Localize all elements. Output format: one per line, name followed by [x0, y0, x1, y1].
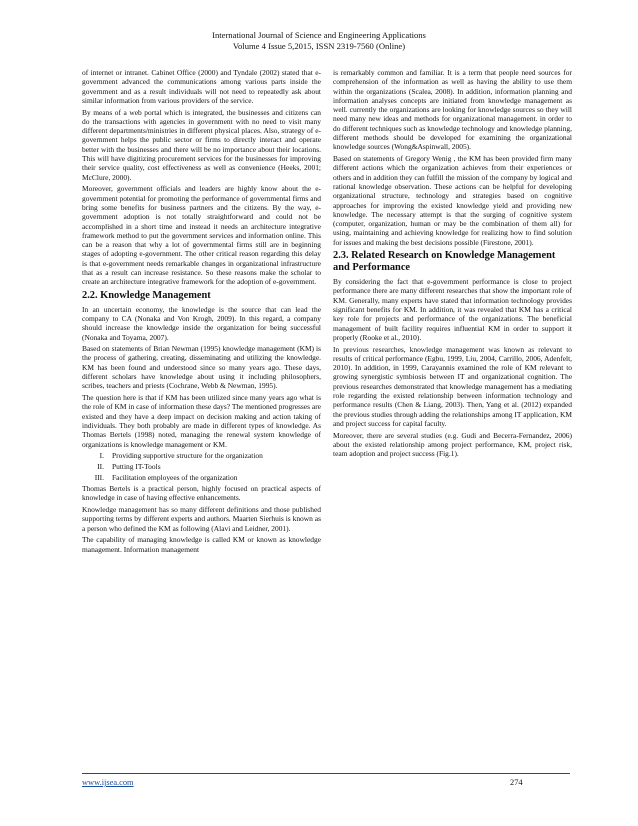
left-column: [82, 68, 321, 556]
paragraph: Based on statements of Brian Newman (1995) knowledge management (KM) is the process of gathering, creating, disseminating and utilizing the knowledge. KM has been found and understood since so many years ago. These days, different scholars have knowledge about using it including philosophers, scribes, teachers and priests (Cochrane, Webb & Newman, 1995).: [82, 344, 321, 391]
list-number: III.: [94, 472, 104, 482]
paragraph: is remarkably common and familiar. It is a term that people need sources for comprehension of the information as well as having the ability to use them within the organizations (Scalea, 2008). In addition, information planning and information analyses concepts are initiated from knowledge management as well. currently the organizations are looking for knowledge sources so they will need many new ideas and methods for organizational management. in order to do different techniques such as knowledge technology and knowledge planning, different methods should be developed for examining the organizational knowledge sources (Wong&Aspinwall, 2005).: [333, 68, 572, 152]
paragraph: Moreover, there are several studies (e.g. Gudi and Becerra-Fernandez, 2006) about the existed relationship among project performance, KM, project risk, team adoption and project success (Fig.1).: [333, 430, 572, 459]
paragraph: By considering the fact that e-government performance is close to project performance there are many different researches that show the important role of KM. Generally, many experts have stated that information technology provides significant benefits for KM. In addition, it was revealed that KM has a critical key role for projects and performance of the organizations. The beneficial management of built facility requires influential KM in order to support it properly (Rooke et al., 2010).: [333, 277, 572, 342]
list-text: Providing supportive structure for the organization: [112, 451, 263, 461]
list-item: [82, 473, 321, 482]
paragraph: The capability of managing knowledge is called KM or known as knowledge management. Information management: [82, 535, 321, 554]
journal-title: International Journal of Science and Engineering Applications: [212, 30, 426, 40]
paragraph: By means of a web portal which is integrated, the businesses and citizens can do the transactions with agencies in government with no need to visit many different departments/ministries in different physical places. Also, strategy of e-government helps the public sector or firms to directly interact and operate better with the businesses and there will be no importance about their locations. This will have digitizing procurement services for the businesses for improving their service quality, cost effectiveness as well as convenience (Heeks, 2001; McClure, 2000).: [82, 107, 321, 182]
page-number: 274: [510, 778, 523, 787]
footer-divider: [82, 773, 570, 774]
paragraph: In an uncertain economy, the knowledge is the source that can lead the company to CA (Nonaka and Von Krogh, 2009). In this regard, a company should increase the knowledge inside the organization for being successful (Nonaka and Toyama, 2007).: [82, 304, 321, 342]
paragraph: Moreover, government officials and leaders are highly know about the e-government potential for promoting the performance of governmental firms and bring some benefits for business partners and the citizens. By the way, e-government adoption is not totally straightforward and could not be accomplished in a short time and instead it needs an architecture integrative framework method to put the government services and information online. This can be a reason that why a lot of governmental firms still are in beginning stages of adopting e-government. The other critical reason regarding this delay is that e-government needs remarkable changes in organizational infrastructure that as a result can increase resistance. So these reasons make the scholar to create an architecture integrative framework for the adoption of e-government.: [82, 184, 321, 287]
right-column: [333, 68, 572, 461]
list-text: Putting IT-Tools: [112, 462, 161, 472]
list-text: Facilitation employees of the organization: [112, 472, 238, 482]
list-item: [82, 462, 321, 471]
paragraph: Based on statements of Gregory Wenig , the KM has been provided firm many different actions which the organization achieves from their experiences or others and in addition they can fulfill the mission of the company by logical and rational knowledge observation. These actions can be helpful for developing organizational structure, technology and strategies based on cognitive approaches for improving the existed knowledge yield and providing new knowledge. The necessary attempt is that the surging of cognitive system (computer, organization, human or may be the combination of them all) for using, maintaining and achieving knowledge for realizing how to find solution for issues and making the best decisions possible (Firestone, 2001).: [333, 154, 572, 247]
paragraph: Knowledge management has so many different definitions and those published supporting terms by different experts and authors. Maarten Sierhuis is known as a person who defined the KM as following (Alavi and Leidner, 2001).: [82, 505, 321, 533]
list-number: I.: [99, 451, 104, 461]
list-item: [82, 451, 321, 460]
journal-website-link[interactable]: www.ijsea.com: [82, 778, 134, 787]
roman-list: [82, 451, 321, 482]
paragraph: of internet or intranet. Cabinet Office (2000) and Tyndale (2002) stated that e-government advanced the communications among various parts inside the government and as a result individuals will not need to repeatedly ask about similar information from various providers of the service.: [82, 68, 321, 105]
paragraph: Thomas Bertels is a practical person, highly focused on practical aspects of knowledge in case of having effective enhancements.: [82, 484, 321, 503]
journal-issue: Volume 4 Issue 5,2015, ISSN 2319-7560 (Online): [232, 41, 406, 51]
journal-header: [0, 30, 638, 52]
section-heading-knowledge-management: 2.2. Knowledge Management: [82, 289, 211, 301]
list-number: II.: [97, 462, 104, 472]
paragraph: The question here is that if KM has been utilized since many years ago what is the role of KM in case of information these days? The mentioned progresses are existed and they have a deep impact on decision making and action taking of individuals. They both probably are made in different types of knowledge. As Thomas Bertels (1998) noted, managing the renewal system knowledge of organizations is knowledge management or KM.: [82, 393, 321, 449]
section-heading-related-research: 2.3. Related Research on Knowledge Management and Performance: [333, 250, 556, 274]
paragraph: In previous researches, knowledge management was known as relevant to results of critical performance (Egbu, 1999, Liu, 2004, Carrillo, 2006, Adenfelt, 2010). In addition, in 1999, Carayannis examined the role of KM relevant to growing synergistic symbiosis between IT and organizational cognition. The previous researches demonstrated that knowledge management has a mediating role regarding the existed relationship between information technology and performance results (Chen & Liang, 2003). Then, Yang et al. (2012) expanded the previous studies through adding the relationships among IT application, KM and project success for capital faculty.: [333, 344, 572, 428]
